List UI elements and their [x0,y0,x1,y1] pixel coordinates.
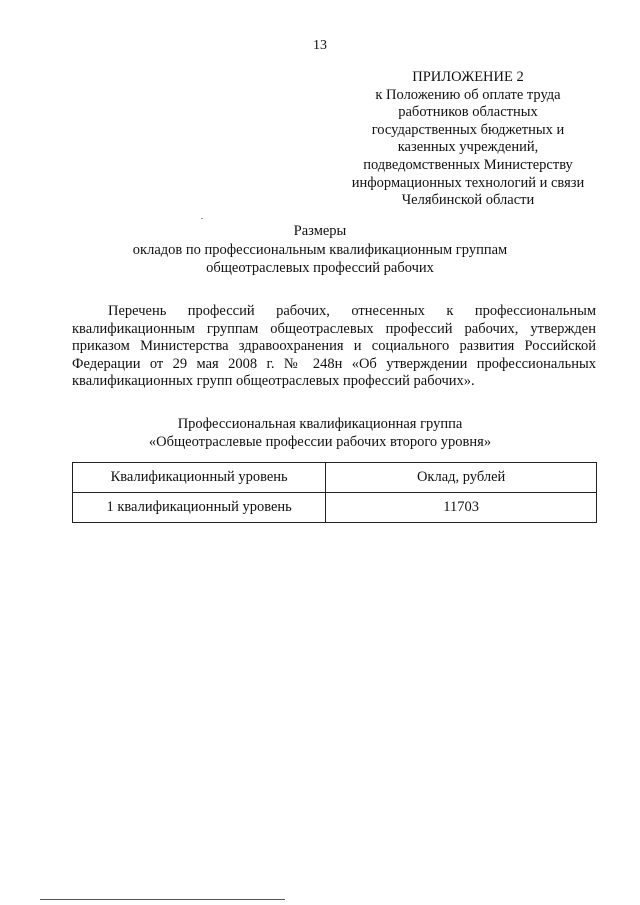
cell-level: 1 квалификационный уровень [73,493,326,523]
appendix-line: подведомственных Министерству [363,156,573,173]
title-line: окладов по профессиональным квалификационным группам [132,241,508,258]
page-number: 13 [313,38,327,53]
appendix-line: к Положению об оплате труда [375,86,561,103]
group-title [0,415,640,451]
column-header-level: Квалификационный уровень [73,463,326,493]
appendix-line: работников областных [398,104,538,121]
group-title-line: «Общеотраслевые профессии рабочих второго уровня» [148,434,492,450]
footer-rule [40,899,285,900]
body-paragraph: Перечень профессий рабочих, отнесенных к профессиональным квалификационным группам общеотраслевых профессий рабочих, утвержден приказом Министерства здравоохранения и социального развития Российской Федерации от 29 мая 2008 г. № 248н «Об утверждении профессиональных квалификационных групп общеотраслевых профессий рабочих». [72,303,596,390]
appendix-line: Челябинской области [401,192,535,209]
title-line: общеотраслевых профессий рабочих [206,260,434,276]
appendix-line: ПРИЛОЖЕНИЕ 2 [412,69,524,85]
salary-table [72,462,597,523]
appendix-line: государственных бюджетных и [371,121,565,138]
cell-salary: 11703 [326,493,597,523]
appendix-line: казенных учреждений, [397,139,539,156]
table-header-row [73,463,597,493]
document-title [0,222,640,278]
table-row [73,493,597,523]
appendix-heading [318,69,618,210]
scan-speck [201,218,203,219]
title-line: Размеры [293,223,347,239]
appendix-line: информационных технологий и связи [351,174,585,191]
column-header-salary: Оклад, рублей [326,463,597,493]
group-title-line: Профессиональная квалификационная группа [177,416,463,432]
